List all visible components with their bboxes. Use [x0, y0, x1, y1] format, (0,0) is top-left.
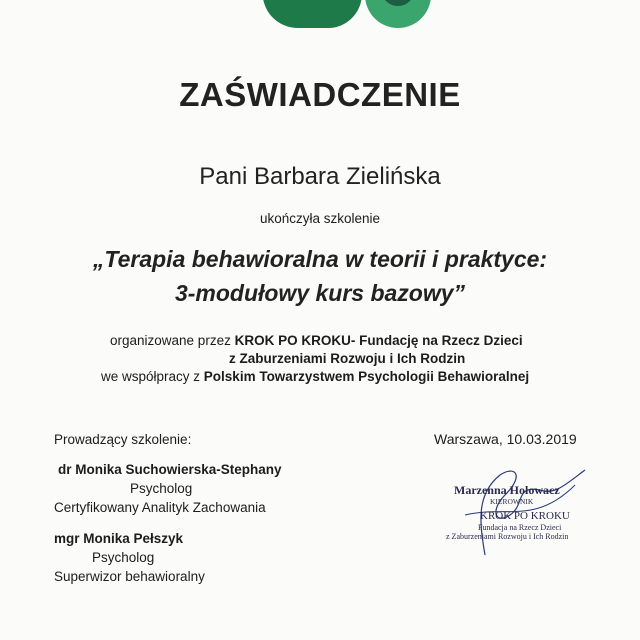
course-title-line2: 3-modułowy kurs bazowy” [174, 280, 466, 306]
stamp-line2: z Zaburzeniami Rozwoju i Ich Rodzin [446, 532, 569, 541]
instructor-title: Certyfikowany Analityk Zachowania [54, 500, 266, 515]
logo-left-shape [259, 0, 366, 28]
recipient-name: Pani Barbara Zielińska [199, 163, 441, 190]
document-title: ZAŚWIADCZENIE [179, 76, 461, 113]
completed-text: ukończyła szkolenie [259, 211, 381, 226]
organizer-name: KROK PO KROKU- Fundację na Rzecz Dzieci [234, 333, 523, 348]
organizer-prefix: organizowane przez [110, 333, 235, 348]
instructor-role: Psycholog [92, 550, 155, 565]
stamp-line1: Fundacja na Rzecz Dzieci [478, 523, 562, 532]
partner-name: Polskim Towarzystwem Psychologii Behawioralnej [203, 369, 530, 384]
course-title-line1: „Terapia behawioralna w teorii i praktyce: [92, 246, 548, 272]
instructor-role: Psycholog [130, 481, 193, 496]
organizer-line2 [229, 351, 465, 366]
logo-right-shape [365, 0, 431, 28]
place-date: Warszawa, 10.03.2019 [434, 431, 577, 447]
organizer-name-cont: z Zaburzeniami Rozwoju i Ich Rodzin [229, 351, 466, 366]
instructor-name: mgr Monika Pełszyk [54, 531, 184, 546]
foundation-logo-icon [0, 0, 640, 32]
cooperation-prefix: we współpracy z [101, 369, 204, 384]
stamp-name: Marzenna Hołowacz [454, 483, 560, 497]
organizer-line1 [110, 333, 523, 348]
stamp-org: KROK PO KROKU [480, 510, 570, 522]
organizer-line3 [101, 369, 529, 384]
instructor-title: Superwizor behawioralny [54, 569, 205, 584]
instructors-label: Prowadzący szkolenie: [54, 432, 192, 447]
instructor-name: dr Monika Suchowierska-Stephany [58, 462, 282, 477]
stamp-position: KIEROWNIK [490, 497, 534, 506]
